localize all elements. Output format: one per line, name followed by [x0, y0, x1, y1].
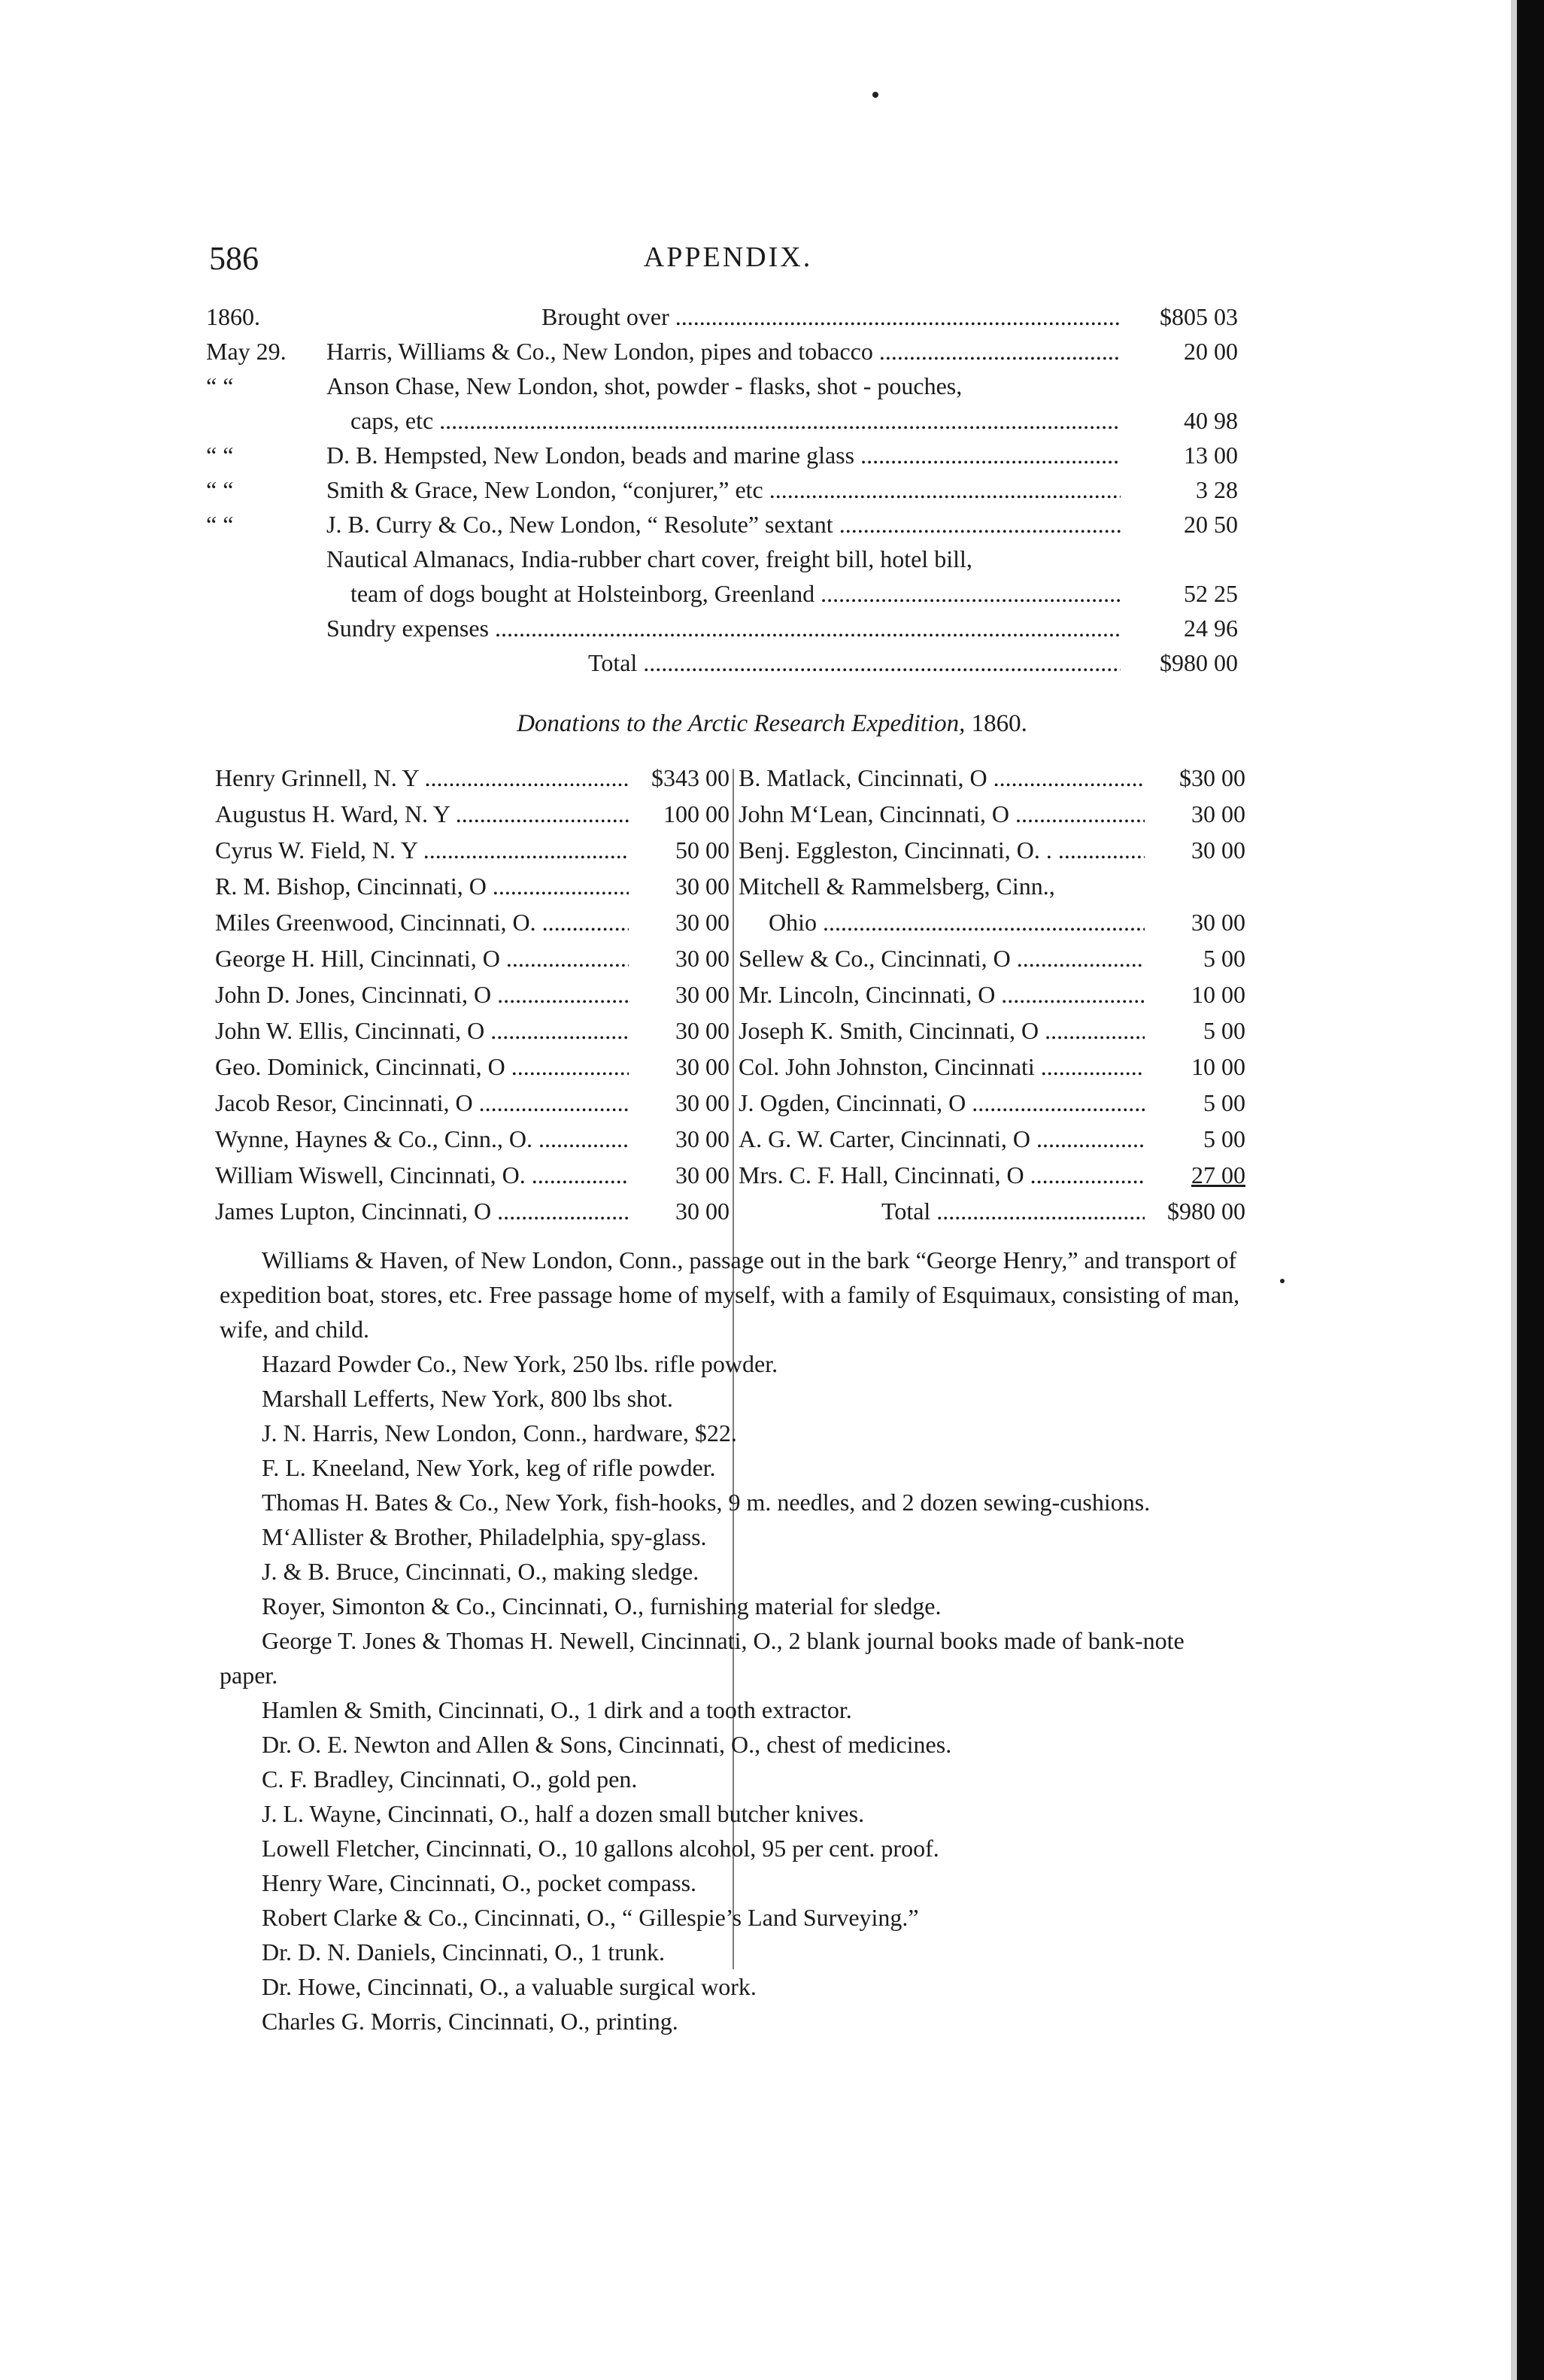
donation-amount: 30 00 [629, 1157, 730, 1193]
ledger-amount: 52 25 [1121, 576, 1238, 611]
donor-name: William Wiswell, Cincinnati, O. ..... [215, 1157, 730, 1193]
donation-row [739, 1157, 1245, 1193]
donations-year: 1860. [971, 710, 1027, 737]
donation-amount: 30 00 [1145, 796, 1245, 832]
gift-entry: Hamlen & Smith, Cincinnati, O., 1 dirk and a tooth extractor. [262, 1696, 852, 1723]
donation-row [215, 868, 730, 904]
ledger-date: “ “ [206, 511, 234, 538]
donation-amount: 5 00 [1145, 1121, 1245, 1157]
donor-name: Henry Grinnell, N. Y ..... [215, 760, 730, 796]
ledger-description: Anson Chase, New London, shot, powder - flasks, shot - pouches, [326, 372, 963, 399]
donation-amount: 30 00 [629, 1012, 730, 1049]
donation-amount: 10 00 [1145, 976, 1245, 1012]
gift-entry: Williams & Haven, of New London, Conn., passage out in the bark “George Henry,” and transport of expedition boat, stores, etc. Free passage home of myself, with a family of Esquimaux, consisting of man, wife, and child. [220, 1246, 1240, 1343]
ledger-row [206, 611, 1238, 645]
donation-row [739, 976, 1245, 1012]
ledger-row [206, 334, 1238, 369]
donation-amount: 5 00 [1145, 1085, 1245, 1121]
gift-entry: J. N. Harris, New London, Conn., hardware, $22. [262, 1419, 737, 1447]
donation-amount: 30 00 [629, 976, 730, 1012]
donor-name: Mitchell & Rammelsberg, Cinn., [739, 873, 1055, 900]
donor-name: James Lupton, Cincinnati, O ..... [215, 1193, 730, 1229]
donation-row [215, 976, 730, 1012]
donation-row [215, 1085, 730, 1121]
ledger-row [206, 472, 1238, 507]
donor-name: Joseph K. Smith, Cincinnati, O ..... [739, 1012, 1245, 1049]
ledger-description: team of dogs bought at Holsteinborg, Greenland ..... [350, 576, 1238, 611]
donation-amount: 30 00 [629, 1085, 730, 1121]
donation-row [739, 796, 1245, 832]
donation-row [215, 1121, 730, 1157]
donation-row [739, 868, 1245, 904]
expense-ledger [206, 299, 1238, 680]
ledger-row [206, 299, 1238, 334]
donor-name: B. Matlack, Cincinnati, O ..... [739, 760, 1245, 796]
donor-name: John W. Ellis, Cincinnati, O ..... [215, 1012, 730, 1049]
ledger-amount: 20 00 [1121, 334, 1238, 369]
ledger-date: 1860. [206, 303, 260, 330]
donation-row [739, 1193, 1245, 1229]
page-number: 586 [209, 240, 259, 277]
ink-speck [872, 92, 878, 98]
gift-entry: Charles G. Morris, Cincinnati, O., printing. [262, 2008, 678, 2035]
ledger-date: “ “ [206, 442, 234, 469]
ledger-amount: $805 03 [1121, 299, 1238, 334]
ledger-description: D. B. Hempsted, New London, beads and marine glass ..... [326, 438, 1238, 472]
donation-amount: 27 00 [1145, 1157, 1245, 1193]
gift-entry: J. L. Wayne, Cincinnati, O., half a dozen small butcher knives. [262, 1800, 865, 1827]
ledger-row [206, 403, 1238, 438]
donation-amount: 30 00 [629, 940, 730, 976]
gift-entry: Thomas H. Bates & Co., New York, fish-hooks, 9 m. needles, and 2 dozen sewing-cushions. [262, 1489, 1151, 1516]
ledger-amount: 40 98 [1121, 403, 1238, 438]
ledger-description: Total ..... [588, 645, 1238, 680]
page-title: APPENDIX. [643, 241, 813, 273]
donation-amount: $343 00 [629, 760, 730, 796]
donation-row [215, 760, 730, 796]
ledger-row [206, 438, 1238, 472]
donation-row [739, 1085, 1245, 1121]
ledger-date: “ “ [206, 372, 234, 399]
donation-amount: 100 00 [629, 796, 730, 832]
ledger-description: Sundry expenses ..... [326, 611, 1238, 645]
donation-row [739, 832, 1245, 868]
donation-amount: $30 00 [1145, 760, 1245, 796]
donor-name: R. M. Bishop, Cincinnati, O ..... [215, 868, 730, 904]
donation-amount: 5 00 [1145, 1012, 1245, 1049]
donor-name: Sellew & Co., Cincinnati, O ..... [739, 940, 1245, 976]
donor-name: John D. Jones, Cincinnati, O ..... [215, 976, 730, 1012]
ledger-row [206, 369, 1238, 403]
gift-entry: Dr. O. E. Newton and Allen & Sons, Cincinnati, O., chest of medicines. [262, 1731, 952, 1758]
ledger-description: Nautical Almanacs, India-rubber chart cover, freight bill, hotel bill, [326, 545, 972, 572]
gift-entry: Dr. Howe, Cincinnati, O., a valuable surgical work. [262, 1973, 757, 2000]
donation-row [215, 904, 730, 940]
donations-title [0, 710, 1544, 738]
donor-name: Ohio ..... [769, 904, 1245, 940]
ledger-row [206, 645, 1238, 680]
donation-amount: 30 00 [629, 1193, 730, 1229]
donor-name: A. G. W. Carter, Cincinnati, O ..... [739, 1121, 1245, 1157]
ledger-date: “ “ [206, 476, 234, 503]
donation-amount: 30 00 [629, 1121, 730, 1157]
ledger-row [206, 507, 1238, 542]
donor-name: J. Ogden, Cincinnati, O ..... [739, 1085, 1245, 1121]
ledger-amount: 13 00 [1121, 438, 1238, 472]
gifts-list [220, 1243, 1245, 2038]
donor-name: John M‘Lean, Cincinnati, O ..... [739, 796, 1245, 832]
gift-entry: J. & B. Bruce, Cincinnati, O., making sledge. [262, 1558, 699, 1585]
donation-row [739, 1049, 1245, 1085]
donation-row [739, 1121, 1245, 1157]
donation-row [739, 760, 1245, 796]
gift-entry: F. L. Kneeland, New York, keg of rifle powder. [262, 1454, 716, 1481]
donation-amount: 30 00 [1145, 832, 1245, 868]
page-header [209, 239, 1247, 284]
donor-name: Jacob Resor, Cincinnati, O ..... [215, 1085, 730, 1121]
donor-name: Mrs. C. F. Hall, Cincinnati, O ..... [739, 1157, 1245, 1193]
donation-amount: 5 00 [1145, 940, 1245, 976]
donation-row [739, 1012, 1245, 1049]
gift-entry: George T. Jones & Thomas H. Newell, Cincinnati, O., 2 blank journal books made of bank-note paper. [220, 1627, 1185, 1689]
donor-name: George H. Hill, Cincinnati, O ..... [215, 940, 730, 976]
ledger-description: J. B. Curry & Co., New London, “ Resolute” sextant ..... [326, 507, 1238, 542]
scan-edge-shadow [1511, 0, 1517, 2380]
ledger-row [206, 576, 1238, 611]
gift-entry: M‘Allister & Brother, Philadelphia, spy-glass. [262, 1523, 707, 1550]
ledger-row [206, 542, 1238, 576]
donation-row [215, 1193, 730, 1229]
donation-row [215, 1049, 730, 1085]
donation-row [215, 1157, 730, 1193]
donations-left-column [215, 760, 730, 1229]
ledger-description: Harris, Williams & Co., New London, pipes and tobacco ..... [326, 334, 1238, 369]
donation-amount: 30 00 [1145, 904, 1245, 940]
ledger-description: Smith & Grace, New London, “conjurer,” etc ..... [326, 472, 1238, 507]
donation-amount: 50 00 [629, 832, 730, 868]
ledger-amount: $980 00 [1121, 645, 1238, 680]
donation-amount: 30 00 [629, 1049, 730, 1085]
donor-name: Wynne, Haynes & Co., Cinn., O. ..... [215, 1121, 730, 1157]
gift-entry: Hazard Powder Co., New York, 250 lbs. rifle powder. [262, 1350, 778, 1377]
donor-name: Geo. Dominick, Cincinnati, O ..... [215, 1049, 730, 1085]
ink-speck [1280, 1279, 1285, 1283]
ledger-date: May 29. [206, 338, 287, 365]
gift-entry: Dr. D. N. Daniels, Cincinnati, O., 1 trunk. [262, 1938, 665, 1966]
gift-entry: Royer, Simonton & Co., Cincinnati, O., furnishing material for sledge. [262, 1592, 942, 1620]
gift-entry: Marshall Lefferts, New York, 800 lbs shot. [262, 1385, 673, 1412]
ledger-description: Brought over ..... [541, 299, 1238, 334]
ledger-amount: 3 28 [1121, 472, 1238, 507]
donor-name: Mr. Lincoln, Cincinnati, O ..... [739, 976, 1245, 1012]
ledger-amount: 20 50 [1121, 507, 1238, 542]
donor-name: Cyrus W. Field, N. Y ..... [215, 832, 730, 868]
gift-entry: C. F. Bradley, Cincinnati, O., gold pen. [262, 1765, 638, 1793]
donation-row [215, 832, 730, 868]
donor-name: Augustus H. Ward, N. Y ..... [215, 796, 730, 832]
donation-row [739, 940, 1245, 976]
donation-amount: 30 00 [629, 904, 730, 940]
donor-name: Benj. Eggleston, Cincinnati, O. . ..... [739, 832, 1245, 868]
scan-edge [1517, 0, 1544, 2380]
donations-total-amount: $980 00 [1145, 1193, 1245, 1229]
donation-row [215, 940, 730, 976]
donation-row [739, 904, 1245, 940]
donation-row [215, 796, 730, 832]
donation-row [215, 1012, 730, 1049]
donation-amount: 30 00 [629, 868, 730, 904]
ledger-amount: 24 96 [1121, 611, 1238, 645]
donations-right-column [739, 760, 1245, 1229]
donation-amount: 10 00 [1145, 1049, 1245, 1085]
donor-name: Col. John Johnston, Cincinnati ..... [739, 1049, 1245, 1085]
ledger-description: caps, etc ..... [350, 403, 1238, 438]
donations-total-label: Total ..... [881, 1193, 1245, 1229]
gift-entry: Henry Ware, Cincinnati, O., pocket compass. [262, 1869, 697, 1896]
gift-entry: Robert Clarke & Co., Cincinnati, O., “ Gillespie’s Land Surveying.” [262, 1904, 919, 1931]
donor-name: Miles Greenwood, Cincinnati, O. ..... [215, 904, 730, 940]
donations-title-text: Donations to the Arctic Research Expedition, [517, 710, 966, 737]
gift-entry: Lowell Fletcher, Cincinnati, O., 10 gallons alcohol, 95 per cent. proof. [262, 1835, 939, 1862]
